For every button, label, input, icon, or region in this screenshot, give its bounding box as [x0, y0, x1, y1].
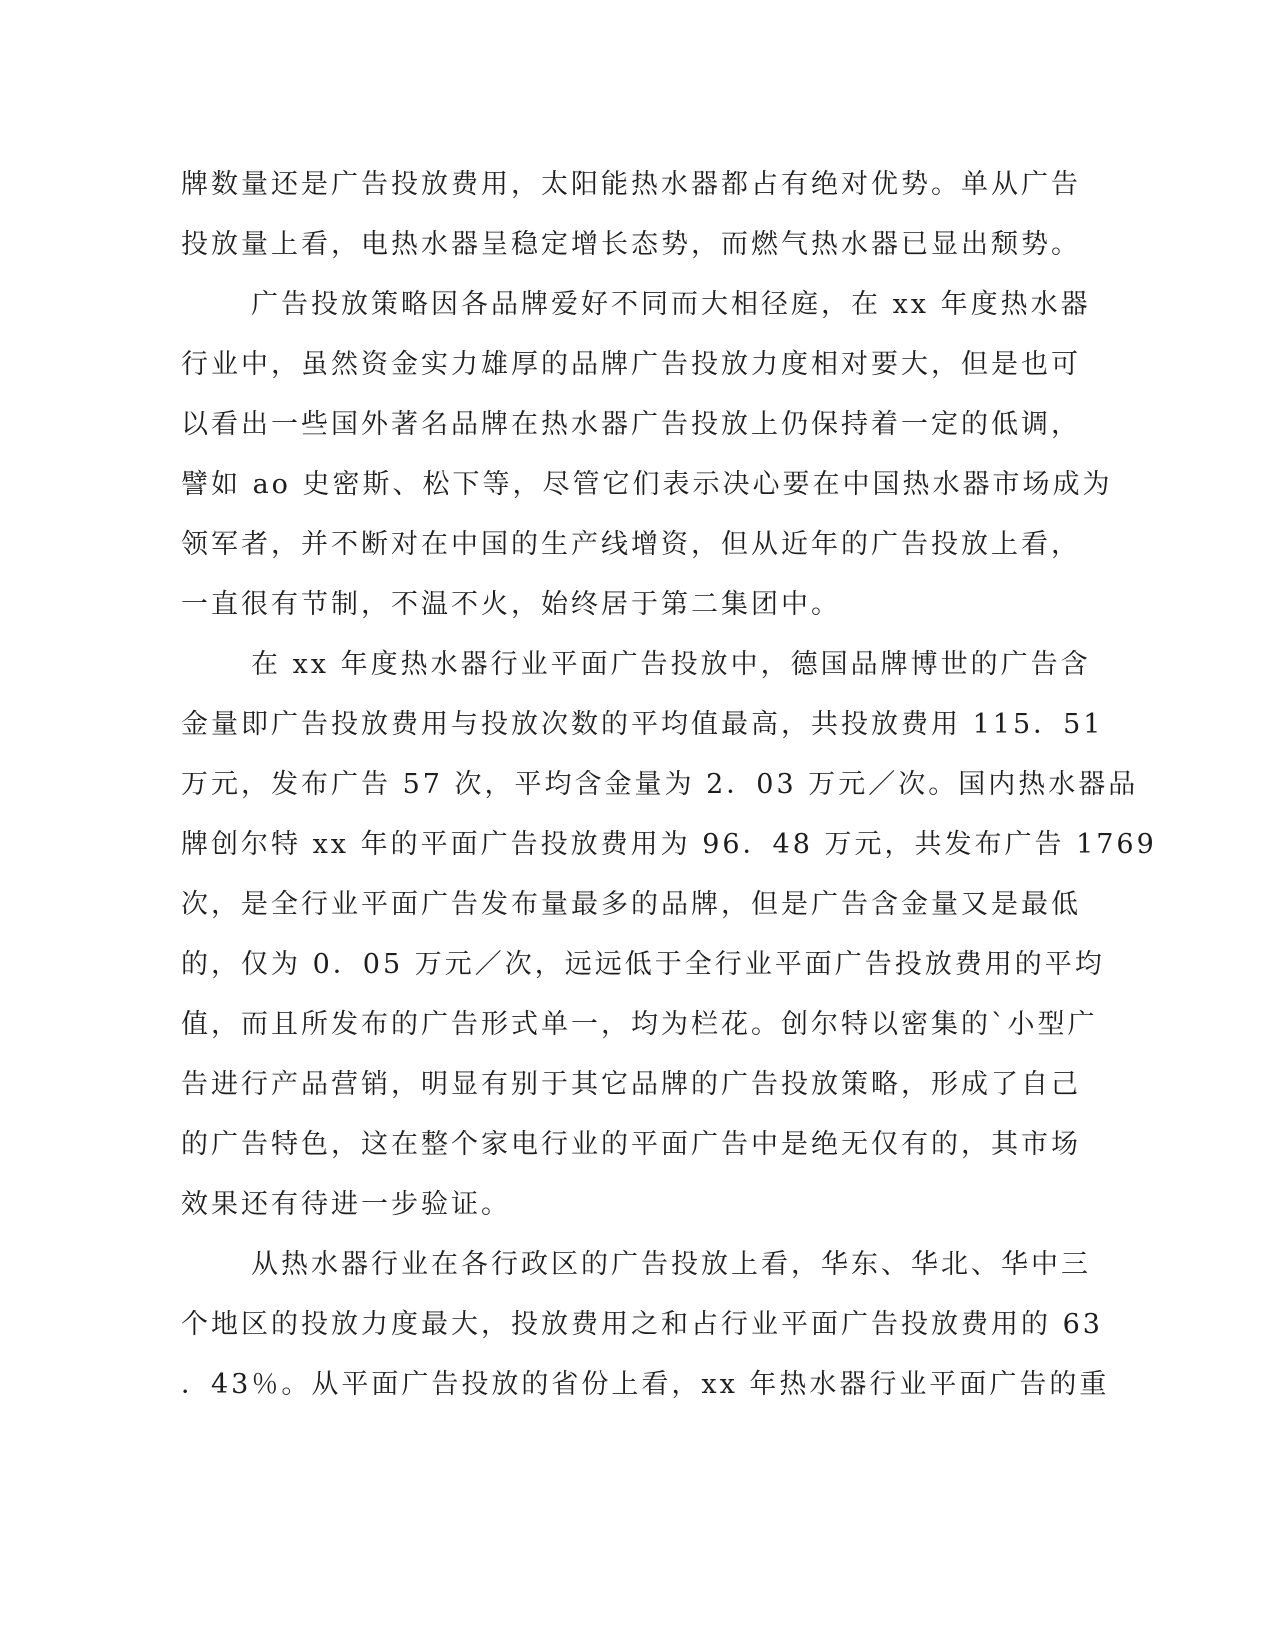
text-line: 一直很有节制，不温不火，始终居于第二集团中。 — [181, 589, 841, 620]
text-line: 投放量上看，电热水器呈稳定增长态势，而燃气热水器已显出颓势。 — [181, 229, 1081, 260]
text-line: 牌创尔特 xx 年的平面广告投放费用为 96．48 万元，共发布广告 1769 — [181, 829, 1157, 860]
text-line: 的，仅为 0．05 万元／次，远远低于全行业平面广告投放费用的平均 — [181, 949, 1105, 980]
text-line: 牌数量还是广告投放费用，太阳能热水器都占有绝对优势。单从广告 — [181, 169, 1081, 200]
text-line: 金量即广告投放费用与投放次数的平均值最高，共投放费用 115．51 — [181, 709, 1104, 740]
text-line: 领军者，并不断对在中国的生产线增资，但从近年的广告投放上看， — [181, 529, 1081, 560]
text-line: 以看出一些国外著名品牌在热水器广告投放上仍保持着一定的低调， — [181, 409, 1081, 440]
paragraph-first-line: 广告投放策略因各品牌爱好不同而大相径庭，在 xx 年度热水器 — [251, 289, 1091, 320]
text-line: ．43％。从平面广告投放的省份上看，xx 年热水器行业平面广告的重 — [181, 1369, 1110, 1400]
paragraph-first-line: 从热水器行业在各行政区的广告投放上看，华东、华北、华中三 — [251, 1249, 1091, 1280]
text-line: 行业中，虽然资金实力雄厚的品牌广告投放力度相对要大，但是也可 — [181, 349, 1081, 380]
paragraph-first-line: 在 xx 年度热水器行业平面广告投放中，德国品牌博世的广告含 — [251, 649, 1091, 680]
text-line: 个地区的投放力度最大，投放费用之和占行业平面广告投放费用的 63 — [181, 1309, 1103, 1340]
text-line: 效果还有待进一步验证。 — [181, 1189, 511, 1220]
text-line: 次，是全行业平面广告发布量最多的品牌，但是广告含金量又是最低 — [181, 889, 1081, 920]
text-line: 的广告特色，这在整个家电行业的平面广告中是绝无仅有的，其市场 — [181, 1129, 1081, 1160]
text-line: 告进行产品营销，明显有别于其它品牌的广告投放策略，形成了自己 — [181, 1069, 1081, 1100]
text-line: 值，而且所发布的广告形式单一，均为栏花。创尔特以密集的`小型广 — [181, 1009, 1098, 1040]
text-line: 譬如 ao 史密斯、松下等，尽管它们表示决心要在中国热水器市场成为 — [181, 469, 1113, 500]
text-line: 万元，发布广告 57 次，平均含金量为 2．03 万元／次。国内热水器品 — [181, 769, 1139, 800]
body-text — [181, 155, 1157, 1415]
